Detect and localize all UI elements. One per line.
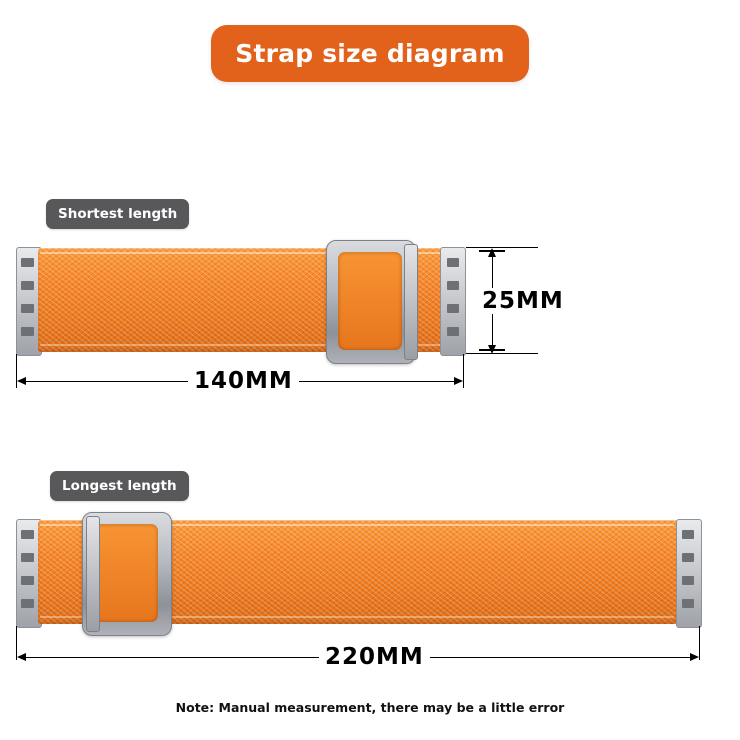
extension-line-right-shortest	[463, 354, 464, 388]
right-lug-slot-longest	[682, 599, 694, 608]
page-title-text: Strap size diagram	[235, 39, 505, 68]
dimension-arrow-right	[690, 653, 699, 661]
right-lug-slot-shortest	[447, 258, 459, 267]
left-lug-slot-shortest	[21, 258, 34, 267]
dimension-shortest-length-text: 140MM	[188, 368, 299, 394]
dimension-arrow-left	[17, 653, 26, 661]
footer-note: Note: Manual measurement, there may be a little error	[175, 700, 565, 715]
left-lug-slot-shortest	[21, 304, 34, 313]
left-lug-slot-shortest	[21, 327, 34, 336]
strap-buckle-bar-shortest	[404, 244, 418, 360]
label-shortest-length	[46, 199, 189, 229]
label-longest-length	[50, 471, 189, 501]
extension-line-top	[466, 247, 538, 248]
left-lug-slot-longest	[21, 553, 34, 562]
right-lug-slot-longest	[682, 553, 694, 562]
right-lug-slot-longest	[682, 576, 694, 585]
dimension-tick	[479, 349, 505, 351]
strap-buckle-window-longest	[94, 524, 158, 622]
extension-line-bottom	[466, 353, 538, 354]
dimension-tick	[479, 250, 505, 252]
dimension-arrow-left	[17, 377, 26, 385]
right-lug-slot-shortest	[447, 304, 459, 313]
dimension-width-text: 25MM	[476, 288, 570, 314]
left-lug-slot-longest	[21, 599, 34, 608]
right-lug-slot-shortest	[447, 327, 459, 336]
dimension-arrow-right	[454, 377, 463, 385]
left-lug-slot-longest	[21, 530, 34, 539]
label-longest-length-text: Longest length	[62, 478, 177, 494]
extension-line-right-longest	[699, 626, 700, 660]
right-lug-slot-longest	[682, 530, 694, 539]
left-lug-slot-shortest	[21, 281, 34, 290]
right-lug-slot-shortest	[447, 281, 459, 290]
left-lug-slot-longest	[21, 576, 34, 585]
page-title	[211, 25, 529, 82]
strap-buckle-bar-longest	[86, 516, 100, 632]
strap-buckle-window-shortest	[338, 252, 402, 350]
dimension-longest-length-text: 220MM	[319, 644, 430, 670]
label-shortest-length-text: Shortest length	[58, 206, 178, 222]
